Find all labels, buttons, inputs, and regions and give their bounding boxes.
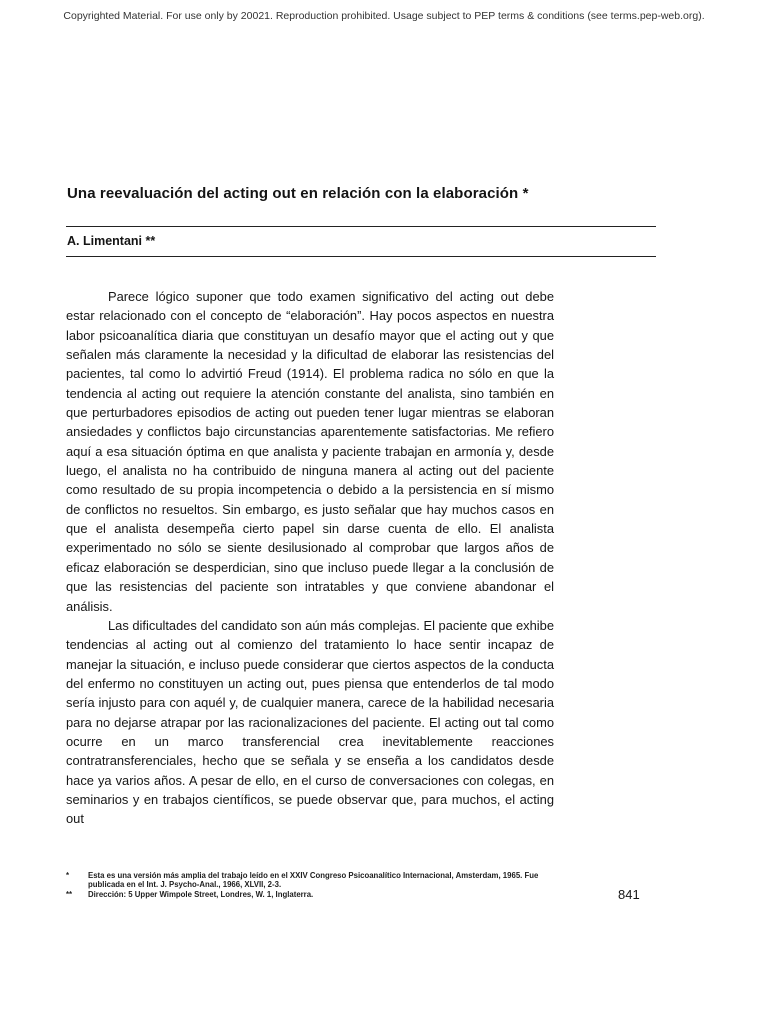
paragraph: Parece lógico suponer que todo examen significativo del acting out debe estar relacionado con el concepto de “elaboración”. Hay pocos aspectos en nuestra labor psicoanalítica diaria que constituyan un desafío mayor que el acting out y que señalen más claramente la necesidad y la dificultad de elaborar las resistencias del pacientes, tal como lo advirtió Freud (1914). El problema radica no sólo en que la tendencia al acting out requiere la atención constante del analista, sino también en que perturbadores episodios de acting out pueden tener lugar mientras se elaboran ansiedades y conflictos bajo circunstancias aparentemente satisfactorias. Me refiero aquí a esa situación óptima en que analista y paciente trabajan en armonía y, desde luego, el analista no ha contribuido de ninguna manera al acting out del paciente como resultado de su propia incompetencia o debido a la persistencia en sí mismo de conflictos no resueltos. Sin embargo, es justo señalar que hay muchos casos en que el analista desempeña cierto papel sin darse cuenta de ello. El analista experimentado no sólo se siente desilusionado al comprobar que largos años de eficaz elaboración se desperdician, sino que incluso puede llegar a la conclusión de que las resistencias del paciente son intratables y que conviene abandonar el análisis. [66,289,554,614]
footnote-text: Dirección: 5 Upper Wimpole Street, Londres, W. 1, Inglaterra. [88,889,314,899]
paragraph: Las dificultades del candidato son aún más complejas. El paciente que exhibe tendencias al acting out al comienzo del tratamiento lo hace sentir incapaz de manejar la situación, e incluso puede considerar que ciertos aspectos de la conducta del enfermo no constituyen un acting out, pues piensa que entenderlos de tal modo sería injusto para con aquél y, de cualquier manera, carece de la habilidad necesaria para no dejarse atrapar por las racionalizaciones del paciente. El acting out tal como ocurre en un marco transferencial crea inevitablemente reacciones contratransferenciales, hecho que se señala y se enseña a los candidatos desde hace ya varios años. A pesar de ello, en el curso de conversaciones con colegas, en seminarios y en trabajos científicos, se puede observar que, para muchos, el acting out [66,617,554,827]
article-title: Una reevaluación del acting out en relación con la elaboración * [67,185,529,202]
footnote-mark: ** [66,889,73,899]
title-rule [66,226,656,227]
author-rule [66,256,656,257]
footnote-text: Esta es una versión más amplia del trabajo leído en el XXIV Congreso Psicoanalítico Internacional, Amsterdam, 1965. Fue publicada en el Int. J. Psycho-Anal., 1966, XLVII, 2-3. [88,871,539,890]
footnote [66,871,566,890]
footnote [66,890,566,899]
article-body [66,287,554,829]
author-line: A. Limentani ** [67,234,156,248]
copyright-banner: Copyrighted Material. For use only by 20021. Reproduction prohibited. Usage subject to PEP terms & conditions (see terms.pep-web.org). [63,10,705,22]
page-number: 841 [618,887,640,902]
footnote-mark: * [66,871,70,880]
footnotes [66,871,566,899]
